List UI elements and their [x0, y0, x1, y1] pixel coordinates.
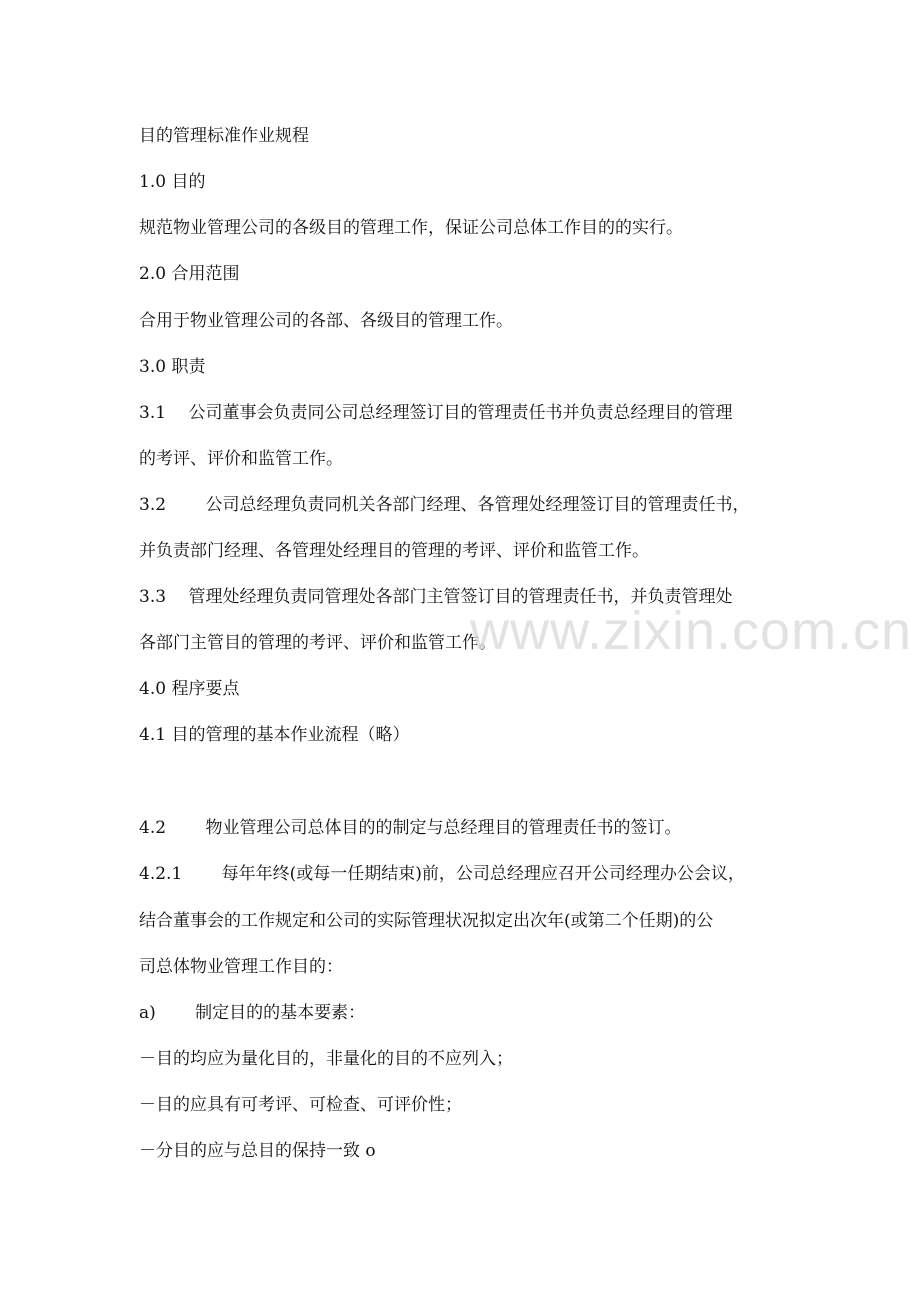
- paragraph-line: 合用于物业管理公司的各部、各级目的管理工作。: [139, 311, 513, 331]
- document-title: 目的管理标准作业规程: [139, 126, 309, 146]
- paragraph-line: 4.2 物业管理公司总体目的的制定与总经理目的管理责任书的签订。: [139, 818, 682, 838]
- paragraph-line: 3.2 公司总经理负责同机关各部门经理、各管理处经理签订目的管理责任书，: [139, 495, 750, 515]
- section-heading-responsibilities: 3.0 职责: [139, 357, 206, 377]
- paragraph-line: 4.2.1 每年年终(或每一任期结束)前，公司总经理应召开公司经理办公会议，: [139, 864, 745, 884]
- paragraph-line: 结合董事会的工作规定和公司的实际管理状况拟定出次年(或第二个任期)的公: [139, 911, 714, 931]
- list-item: －分目的应与总目的保持一致 o: [139, 1141, 376, 1161]
- section-heading-scope: 2.0 合用范围: [139, 264, 240, 284]
- paragraph-line: 3.1 公司董事会负责同公司总经理签订目的管理责任书并负责总经理目的管理: [139, 403, 733, 423]
- paragraph-line: 各部门主管目的管理的考评、评价和监管工作。: [139, 633, 496, 653]
- section-heading-procedure: 4.0 程序要点: [139, 679, 240, 699]
- paragraph-line: 3.3 管理处经理负责同管理处各部门主管签订目的管理责任书，并负责管理处: [139, 587, 733, 607]
- paragraph-line: 并负责部门经理、各管理处经理目的管理的考评、评价和监管工作。: [139, 541, 649, 561]
- list-item: －目的应具有可考评、可检查、可评价性；: [139, 1095, 462, 1115]
- paragraph-line: 司总体物业管理工作目的：: [139, 957, 343, 977]
- watermark: www.zixin.com.cn: [470, 601, 913, 661]
- paragraph-line: 的考评、评价和监管工作。: [139, 449, 343, 469]
- section-heading-purpose: 1.0 目的: [139, 172, 206, 192]
- list-item-heading: a) 制定目的的基本要素：: [139, 1003, 366, 1023]
- paragraph-line: 4.1 目的管理的基本作业流程（略）: [139, 725, 410, 745]
- list-item: －目的均应为量化目的，非量化的目的不应列入；: [139, 1049, 513, 1069]
- paragraph-line: 规范物业管理公司的各级目的管理工作，保证公司总体工作目的的实行。: [139, 218, 683, 238]
